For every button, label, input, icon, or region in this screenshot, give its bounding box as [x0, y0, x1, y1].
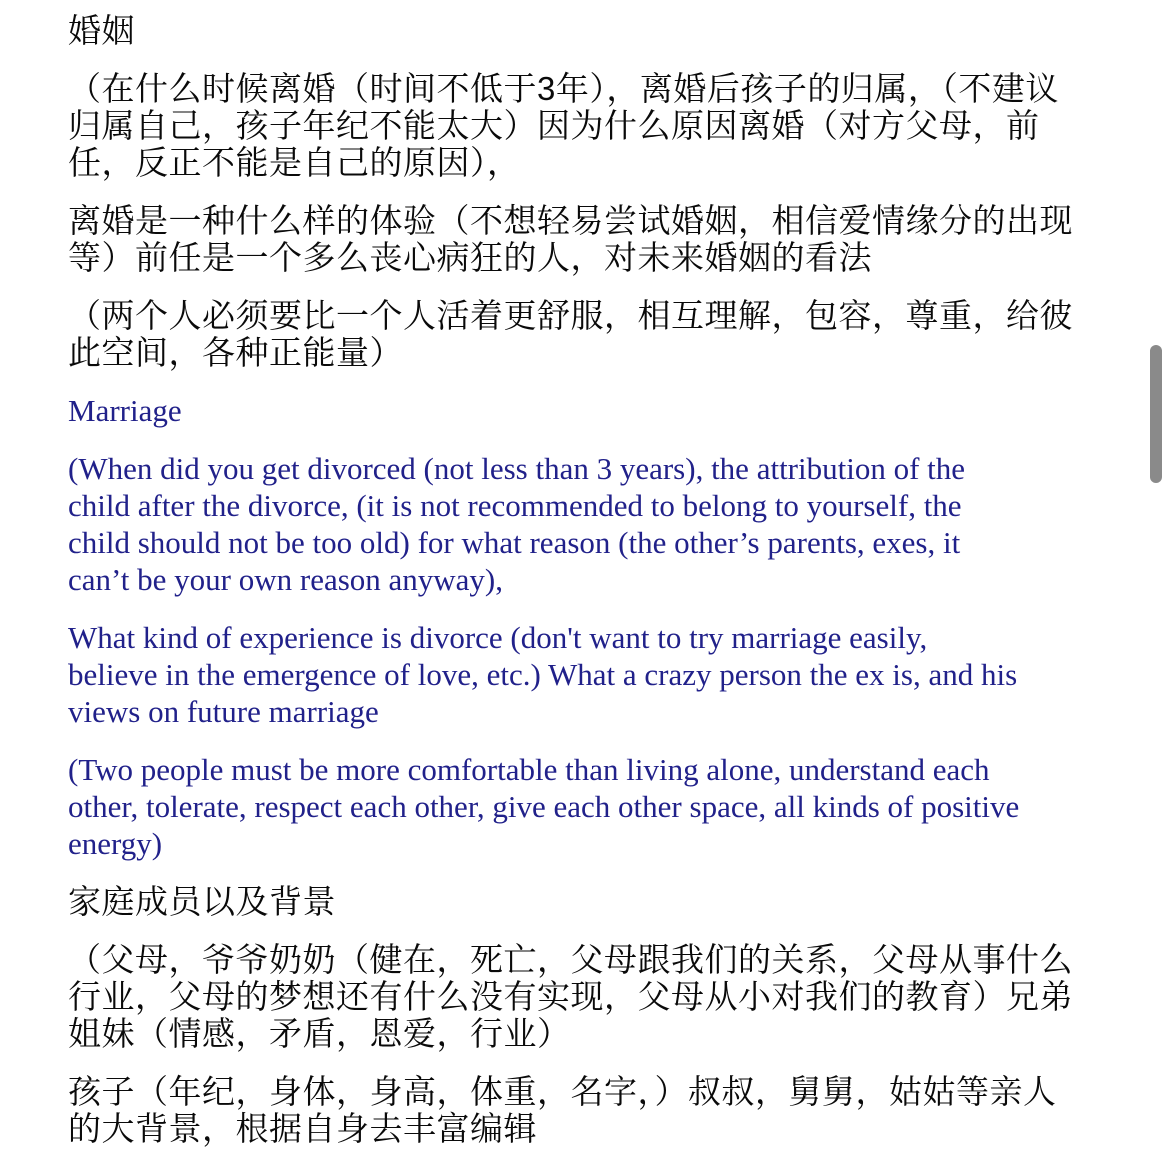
text-line: （父母，爷爷奶奶（健在，死亡，父母跟我们的关系，父母从事什么	[68, 941, 1073, 978]
para-divorce-details-zh	[68, 70, 1128, 181]
para-children-relatives-zh	[68, 1073, 1128, 1147]
text-line: (When did you get divorced (not less than 3 years), the attribution of the	[68, 451, 966, 486]
text-line: 离婚是一种什么样的体验（不想轻易尝试婚姻，相信爱情缘分的出现	[68, 202, 1073, 239]
text-line: 家庭成员以及背景	[68, 883, 336, 920]
heading-family-zh	[68, 883, 1128, 920]
text-line: views on future marriage	[68, 694, 379, 729]
text-line: （两个人必须要比一个人活着更舒服，相互理解，包容，尊重，给彼	[68, 297, 1073, 334]
text-line: （在什么时候离婚（时间不低于3年），离婚后孩子的归属，（不建议	[68, 70, 1059, 107]
para-divorce-experience-en	[68, 619, 1128, 730]
scrollbar-thumb[interactable]	[1150, 345, 1162, 483]
text-line: What kind of experience is divorce (don't want to try marriage easily,	[68, 620, 928, 655]
text-line: 此空间，各种正能量）	[68, 334, 403, 371]
text-line: other, tolerate, respect each other, give each other space, all kinds of positive	[68, 789, 1020, 824]
para-two-people-zh	[68, 297, 1128, 371]
text-line: believe in the emergence of love, etc.) What a crazy person the ex is, and his	[68, 657, 1018, 692]
text-line: (Two people must be more comfortable than living alone, understand each	[68, 752, 990, 787]
heading-marriage-zh	[68, 12, 1128, 49]
text-line: can’t be your own reason anyway),	[68, 562, 503, 597]
text-line: 的大背景，根据自身去丰富编辑	[68, 1110, 537, 1147]
heading-marriage-en	[68, 392, 1128, 429]
text-line: 姐妹（情感，矛盾，恩爱，行业）	[68, 1015, 571, 1052]
text-line: 任，反正不能是自己的原因），	[68, 144, 521, 181]
text-line: child should not be too old) for what reason (the other’s parents, exes, it	[68, 525, 961, 560]
text-line: Marriage	[68, 393, 182, 428]
text-line: energy)	[68, 826, 163, 861]
para-family-details-zh	[68, 941, 1128, 1052]
para-two-people-en	[68, 751, 1128, 862]
para-divorce-details-en	[68, 450, 1128, 598]
document-body	[68, 12, 1128, 1168]
text-line: 归属自己，孩子年纪不能太大）因为什么原因离婚（对方父母，前	[68, 107, 1040, 144]
text-line: 等）前任是一个多么丧心病狂的人，对未来婚姻的看法	[68, 239, 872, 276]
text-line: 行业，父母的梦想还有什么没有实现，父母从小对我们的教育）兄弟	[68, 978, 1073, 1015]
text-line: child after the divorce, (it is not recommended to belong to yourself, the	[68, 488, 962, 523]
text-line: 孩子（年纪，身体，身高，体重，名字，）叔叔，舅舅，姑姑等亲人	[68, 1073, 1057, 1110]
para-divorce-experience-zh	[68, 202, 1128, 276]
text-line: 婚姻	[68, 12, 135, 49]
